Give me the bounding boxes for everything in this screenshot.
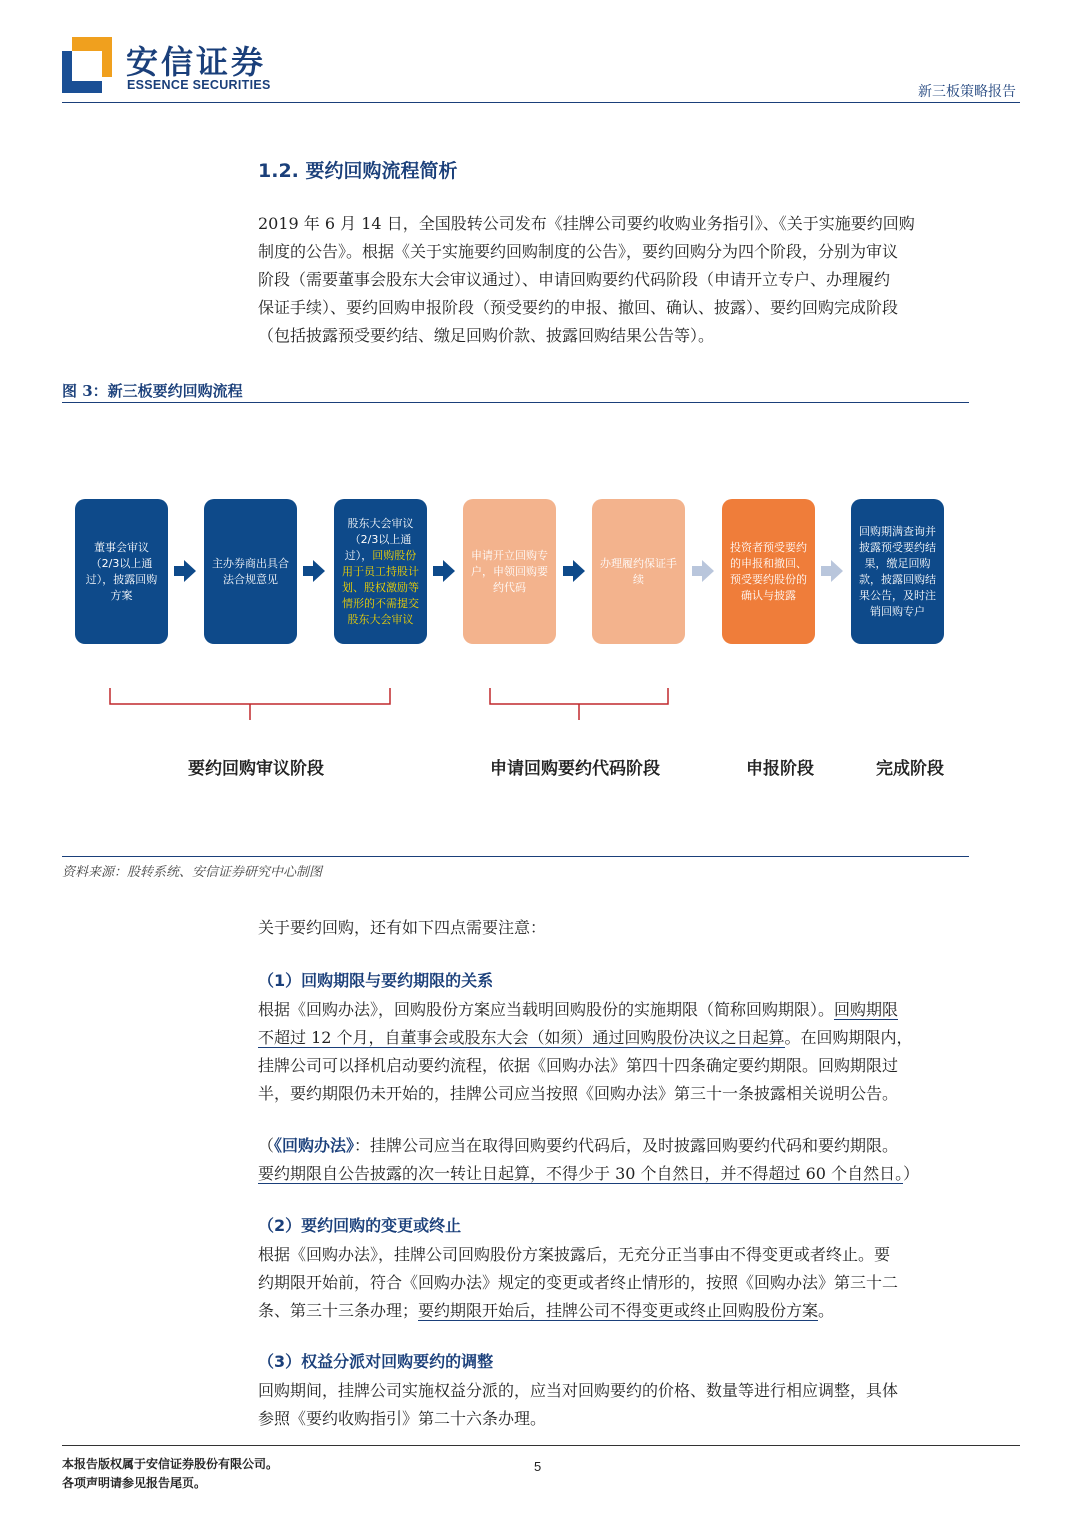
flow-step-text: 主办券商出具合法合规意见 bbox=[212, 556, 289, 586]
note-text: 根据《回购办法》，挂牌公司回购股份方案披露后，无充分正当事由不得变更或者终止。要 bbox=[258, 1245, 891, 1264]
arrow-right-icon bbox=[303, 560, 325, 582]
note-text: 约期限开始前，符合《回购办法》规定的变更或者终止情形的，按照《回购办法》第三十二 bbox=[258, 1273, 899, 1292]
section-title: 1.2. 要约回购流程简析 bbox=[258, 160, 458, 182]
intro-paragraph bbox=[258, 210, 1024, 350]
intro-line: 制度的公告》。根据《关于实施要约回购制度的公告》，要约回购分为四个阶段，分别为审议 bbox=[258, 242, 899, 261]
arrow-right-icon bbox=[433, 560, 455, 582]
intro-line: （包括披露预受要约结、缴足回购价款、披露回购结果公告等）。 bbox=[258, 326, 715, 345]
flow-step-completion bbox=[851, 499, 944, 644]
intro-line: 阶段（需要董事会股东大会审议通过）、申请回购要约代码阶段（申请开立专户、办理履约 bbox=[258, 270, 891, 289]
footer-copyright: 本报告版权属于安信证券股份有限公司。 bbox=[62, 1457, 279, 1471]
figure-top-rule bbox=[62, 402, 969, 403]
footer-disclaimer: 各项声明请参见报告尾页。 bbox=[62, 1476, 207, 1490]
page-number: 5 bbox=[534, 1459, 542, 1474]
note-text: 。在回购期限内， bbox=[784, 1028, 913, 1047]
flow-step-shareholder-review bbox=[334, 499, 427, 644]
quote-paren: （ bbox=[258, 1136, 275, 1155]
stage-label-review: 要约回购审议阶段 bbox=[188, 759, 324, 779]
flow-step-text: 申请开立回购专户，申领回购要约代码 bbox=[471, 548, 548, 594]
note-text: 半，要约期限仍未开始的，挂牌公司应当按照《回购办法》第三十一条披露相关说明公告。 bbox=[258, 1084, 899, 1103]
brand-name: 安信证券 bbox=[126, 43, 267, 81]
quote-paren: ） bbox=[903, 1164, 920, 1183]
header-divider bbox=[62, 102, 1020, 103]
quote-underlined: 要约期限自公告披露的次一转让日起算，不得少于 30 个自然日，并不得超过 60 个自然日。 bbox=[258, 1164, 904, 1183]
arrow-right-icon bbox=[174, 560, 196, 582]
arrow-right-icon bbox=[563, 560, 585, 582]
flow-step-open-account bbox=[463, 499, 556, 644]
note-text: 回购期间，挂牌公司实施权益分派的，应当对回购要约的价格、数量等进行相应调整，具体 bbox=[258, 1381, 899, 1400]
flow-step-text: 办理履约保证手续 bbox=[600, 556, 677, 586]
flow-step-board-review bbox=[75, 499, 168, 644]
flow-step-text: 股东大会审议（2/3以上通过）， bbox=[344, 516, 414, 562]
footer-legal bbox=[62, 1455, 278, 1493]
note-underlined: 回购期限 bbox=[834, 1000, 899, 1019]
figure-source: 资料来源：股转系统、安信证券研究中心制图 bbox=[62, 865, 323, 880]
note-1-title: （1）回购期限与要约期限的关系 bbox=[258, 971, 494, 990]
note-2-title: （2）要约回购的变更或终止 bbox=[258, 1216, 462, 1235]
report-type: 新三板策略报告 bbox=[918, 84, 1016, 100]
flow-step-highlight: 回购股份用于员工持股计划、股权激励等情形的不需提交股东大会审议 bbox=[342, 548, 419, 626]
stage-label-complete: 完成阶段 bbox=[876, 759, 944, 779]
flow-step-guarantee bbox=[592, 499, 685, 644]
flow-step-text: 投资者预受要约的申报和撤回、预受要约股份的确认与披露 bbox=[730, 540, 807, 602]
note-2-body bbox=[258, 1241, 1024, 1325]
arrow-right-icon bbox=[821, 560, 843, 582]
footer-divider bbox=[62, 1445, 1020, 1446]
figure-title: 图 3：新三板要约回购流程 bbox=[62, 382, 243, 400]
flow-step-text: 回购期满查询并披露预受要约结果，缴足回购款，披露回购结果公告，及时注销回购专户 bbox=[859, 524, 936, 618]
note-text: 根据《回购办法》，回购股份方案应当载明回购股份的实施期限（简称回购期限）。 bbox=[258, 1000, 835, 1019]
brand-logo-icon bbox=[62, 37, 112, 93]
note-text: 。 bbox=[818, 1301, 835, 1320]
note-text: 挂牌公司可以择机启动要约流程，依据《回购办法》第四十四条确定要约期限。回购期限过 bbox=[258, 1056, 899, 1075]
flow-step-broker-opinion bbox=[204, 499, 297, 644]
note-text: 条、第三十三条办理； bbox=[258, 1301, 419, 1320]
note-text: 参照《要约收购指引》第二十六条办理。 bbox=[258, 1409, 547, 1428]
note-underlined: 不超过 12 个月，自董事会或股东大会（如须）通过回购股份决议之日起算 bbox=[258, 1028, 785, 1047]
bracket-review-stage bbox=[110, 688, 390, 720]
bracket-code-stage bbox=[490, 688, 668, 720]
note-1-body bbox=[258, 996, 1024, 1108]
arrow-right-icon bbox=[692, 560, 714, 582]
note-3-body bbox=[258, 1377, 1024, 1433]
brand-name-en: ESSENCE SECURITIES bbox=[127, 78, 271, 92]
stage-label-code: 申请回购要约代码阶段 bbox=[490, 759, 660, 779]
stage-brackets bbox=[100, 684, 700, 732]
intro-line: 保证手续）、要约回购申报阶段（预受要约的申报、撤回、确认、披露）、要约回购完成阶段 bbox=[258, 298, 899, 317]
note-underlined: 要约期限开始后，挂牌公司不得变更或终止回购股份方案 bbox=[418, 1301, 819, 1320]
flow-step-declaration bbox=[722, 499, 815, 644]
quote-text: ：挂牌公司应当在取得回购要约代码后，及时披露回购要约代码和要约期限。 bbox=[354, 1136, 899, 1155]
notes-intro: 关于要约回购，还有如下四点需要注意： bbox=[258, 918, 547, 937]
flow-step-text: 董事会审议（2/3以上通过），披露回购方案 bbox=[85, 540, 158, 602]
note-1-quote bbox=[258, 1132, 1024, 1188]
figure-bottom-rule bbox=[62, 856, 969, 857]
note-3-title: （3）权益分派对回购要约的调整 bbox=[258, 1352, 494, 1371]
quote-source: 《回购办法》 bbox=[274, 1136, 355, 1155]
stage-label-declare: 申报阶段 bbox=[746, 759, 814, 779]
intro-line: 2019 年 6 月 14 日，全国股转公司发布《挂牌公司要约收购业务指引》、《关于实施要约回购 bbox=[258, 214, 915, 233]
